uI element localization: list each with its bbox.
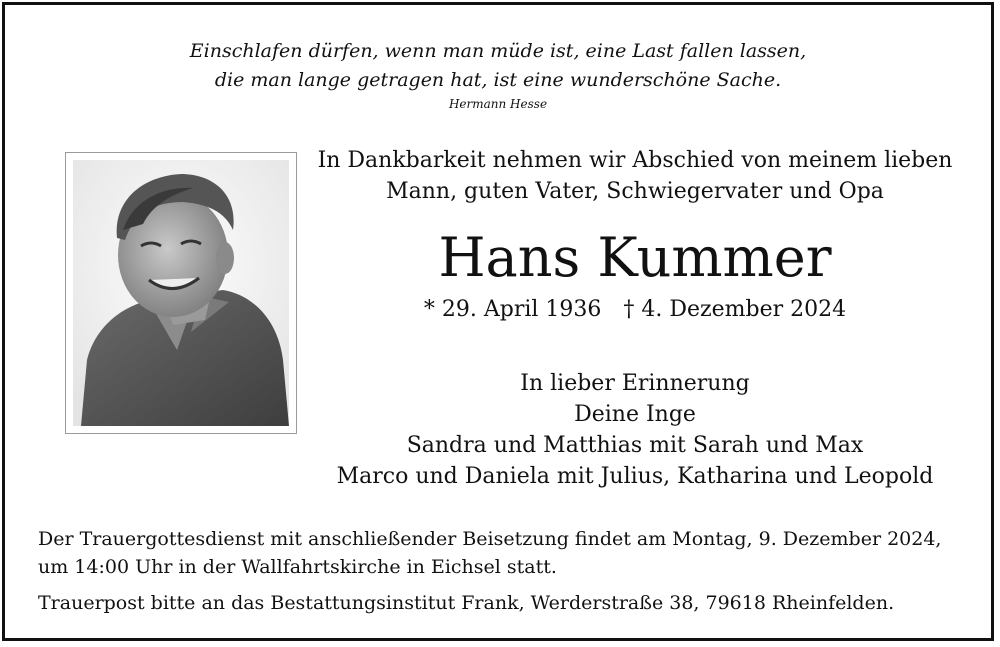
quote-author: Hermann Hesse [448,97,548,111]
mourner-line: In lieber Erinnerung [520,371,750,396]
condolence-address: Trauerpost bitte an das Bestattungsinstitut Frank, Werderstraße 38, 79618 Rheinfelden. [38,592,895,614]
life-dates [305,295,965,325]
quote-line-1: Einschlafen dürfen, wenn man müde ist, eine Last fallen lassen, [189,40,807,62]
intro-text [305,145,965,207]
quote [5,37,991,95]
service-line-2: um 14:00 Uhr in der Wallfahrtskirche in Eichsel statt. [38,556,557,578]
service-info [38,525,978,581]
deceased-name: Hans Kummer [438,226,832,289]
mourner-line: Marco und Daniela mit Julius, Katharina und Leopold [336,464,934,489]
portrait-frame [65,152,297,434]
obituary-card [2,2,994,641]
quote-line-2: die man lange getragen hat, ist eine wunderschöne Sache. [214,69,782,91]
mourner-line: Sandra und Matthias mit Sarah und Max [406,433,864,458]
mourners-list [305,368,965,492]
death-date: † 4. Dezember 2024 [623,297,847,322]
birth-date: * 29. April 1936 [423,297,602,322]
mourner-line: Deine Inge [574,402,696,427]
intro-line-1: In Dankbarkeit nehmen wir Abschied von meinem lieben [317,148,953,173]
portrait-photo [73,160,289,426]
intro-line-2: Mann, guten Vater, Schwiegervater und Opa [386,179,884,204]
service-line-1: Der Trauergottesdienst mit anschließender Beisetzung findet am Montag, 9. Dezember 2024, [38,528,942,550]
